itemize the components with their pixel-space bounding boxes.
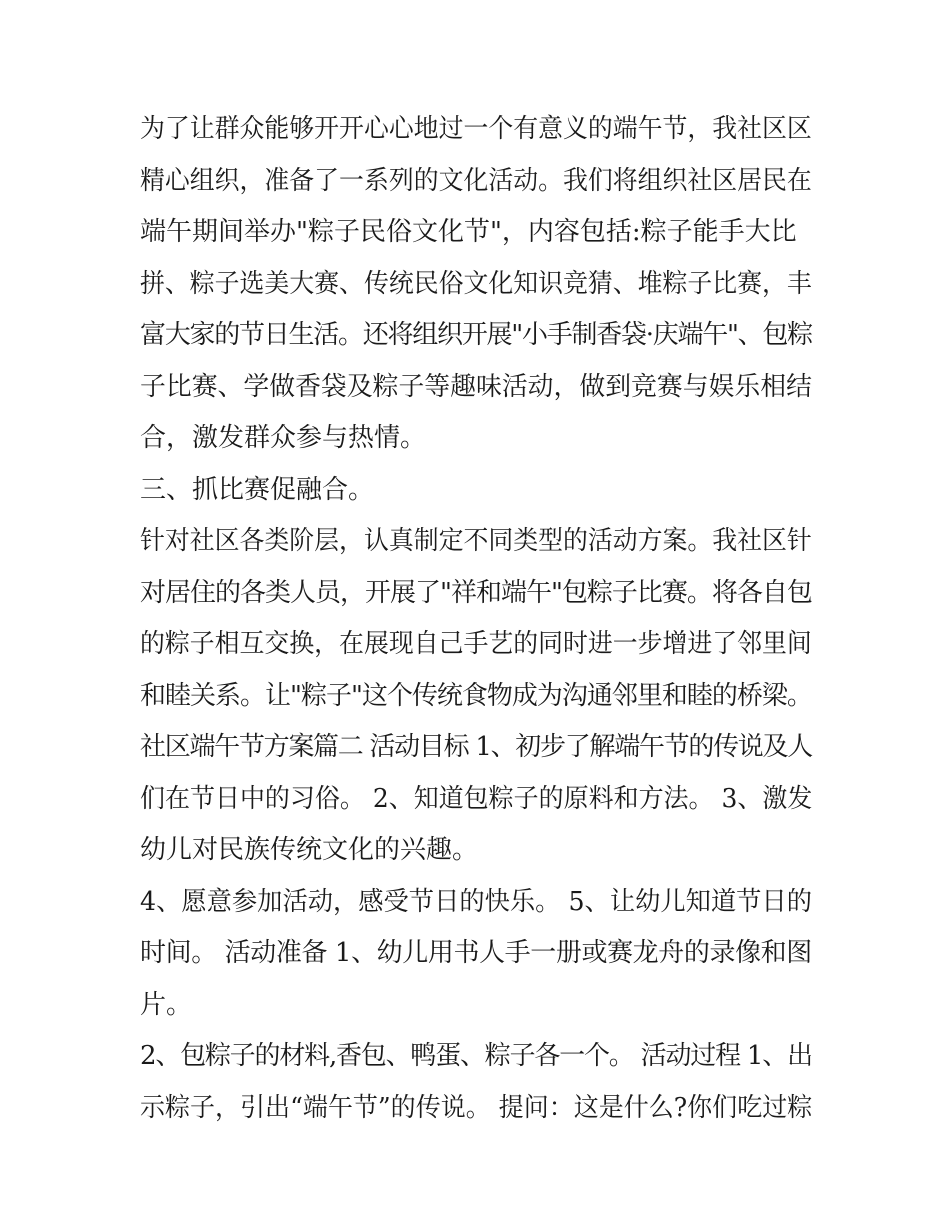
text-line: 们在节日中的习俗。 2、知道包粽子的原料和方法。 3、激发 [140, 784, 813, 814]
text-line: 片。 [140, 990, 193, 1020]
text-line: 拼、粽子选美大赛、传统民俗文化知识竞猜、堆粽子比赛，丰 [140, 269, 812, 299]
text-line: 社区端午节方案篇二 活动目标 1、初步了解端午节的传说及人 [140, 732, 812, 762]
text-line: 子比赛、学做香袋及粽子等趣味活动，做到竞赛与娱乐相结 [140, 372, 812, 402]
text-line: 的粽子相互交换，在展现自己手艺的同时进一步增进了邻里间 [140, 629, 812, 659]
text-line: 2、包粽子的材料,香包、鸭蛋、粽子各一个。 活动过程 1、出 [140, 1041, 812, 1071]
text-line: 为了让群众能够开开心心地过一个有意义的端午节，我社区区 [140, 114, 812, 144]
text-line: 端午期间举办"粽子民俗文化节"，内容包括:粽子能手大比 [140, 217, 797, 247]
text-line: 富大家的节日生活。还将组织开展"小手制香袋·庆端午"、包粽 [140, 320, 812, 350]
text-line: 幼儿对民族传统文化的兴趣。 [140, 835, 479, 865]
text-line: 对居住的各类人员，开展了"祥和端午"包粽子比赛。将各自包 [140, 578, 812, 608]
text-line: 时间。 活动准备 1、幼儿用书人手一册或赛龙舟的录像和图 [140, 938, 812, 968]
text-line: 针对社区各类阶层，认真制定不同类型的活动方案。我社区针 [140, 526, 812, 556]
section-heading: 三、抓比赛促融合。 [140, 475, 375, 505]
text-line: 和睦关系。让"粽子"这个传统食物成为沟通邻里和睦的桥梁。 [140, 681, 812, 711]
text-line: 精心组织，准备了一系列的文化活动。我们将组织社区居民在 [140, 166, 812, 196]
text-line: 合，激发群众参与热情。 [140, 423, 427, 453]
text-line: 4、愿意参加活动，感受节日的快乐。 5、让幼儿知道节日的 [140, 887, 813, 917]
text-line: 示粽子，引出“端午节”的传说。 提问：这是什么?你们吃过粽 [140, 1093, 813, 1123]
